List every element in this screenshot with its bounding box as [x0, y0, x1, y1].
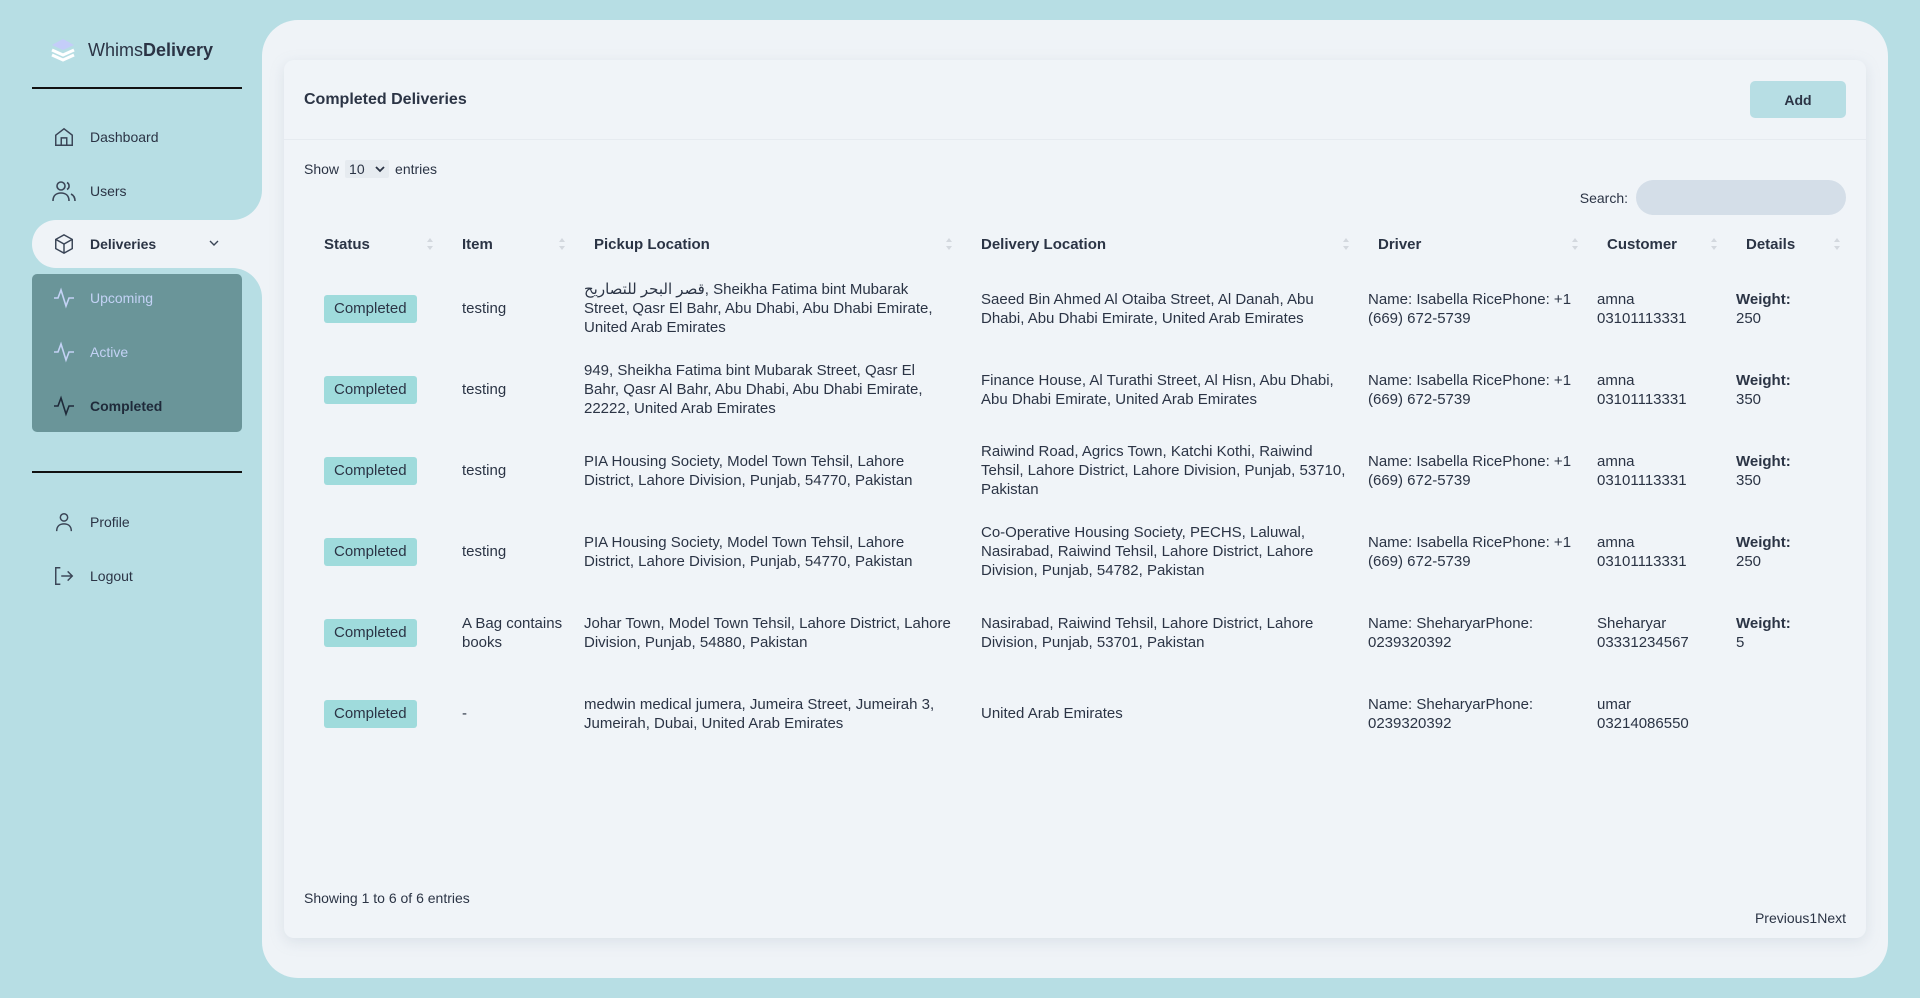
user-icon — [52, 510, 76, 534]
show-label: Show — [304, 161, 340, 177]
page-1-button[interactable]: 1 — [1809, 910, 1818, 926]
pickup-cell: 949, Sheikha Fatima bint Mubarak Street, Qasr El Bahr, Qasr Al Bahr, Abu Dhabi, Abu Dhabi Emirate, 22222, United Arab Emirates — [584, 362, 923, 417]
layers-icon — [50, 38, 76, 62]
card-header — [284, 60, 1866, 140]
driver-cell: Name: Isabella RicePhone: +1 (669) 672-5739 — [1368, 371, 1572, 408]
pickup-cell: Johar Town, Model Town Tehsil, Lahore District, Lahore Division, Punjab, 54880, Pakistan — [584, 614, 951, 651]
column-delivery-location[interactable]: Delivery Location — [961, 220, 1358, 268]
logout-icon — [52, 564, 76, 588]
item-cell: testing — [462, 381, 507, 398]
sidebar-item-label: Logout — [90, 568, 133, 584]
submenu-label: Completed — [90, 398, 163, 414]
submenu-label: Active — [90, 344, 129, 360]
table-row — [304, 673, 1849, 754]
pickup-cell: PIA Housing Society, Model Town Tehsil, Lahore District, Lahore Division, Punjab, 54770, Pakistan — [584, 533, 913, 570]
table-header-row — [304, 220, 1849, 268]
pickup-cell: medwin medical jumera, Jumeira Street, Jumeirah 3, Jumeirah, Dubai, United Arab Emirates — [584, 695, 935, 732]
sort-icon — [426, 237, 434, 251]
driver-cell: Name: SheharyarPhone: 0239320392 — [1368, 614, 1534, 651]
deliveries-submenu — [32, 274, 242, 432]
sidebar-divider — [32, 87, 242, 89]
table-row — [304, 268, 1849, 349]
sort-icon — [1342, 237, 1350, 251]
search-box — [1580, 180, 1846, 215]
table-row — [304, 430, 1849, 511]
activity-icon — [52, 340, 76, 364]
status-badge: Completed — [324, 538, 417, 566]
add-button[interactable]: Add — [1750, 81, 1846, 118]
column-details[interactable]: Details — [1726, 220, 1849, 268]
driver-cell: Name: Isabella RicePhone: +1 (669) 672-5739 — [1368, 452, 1572, 489]
details-cell — [1726, 673, 1849, 754]
brand-name: WhimsDelivery — [88, 39, 214, 60]
delivery-cell: Finance House, Al Turathi Street, Al Hisn, Abu Dhabi, Abu Dhabi Emirate, United Arab Emirates — [981, 371, 1334, 408]
sort-icon — [1833, 237, 1841, 251]
item-cell: testing — [462, 462, 507, 479]
sidebar-item-deliveries[interactable] — [32, 220, 262, 268]
main-panel — [262, 20, 1888, 978]
activity-icon — [52, 394, 76, 418]
submenu-label: Upcoming — [90, 290, 154, 306]
activity-icon — [52, 286, 76, 310]
details-cell: Weight: 250 — [1736, 290, 1791, 327]
entries-length — [304, 160, 437, 178]
sidebar-item-label: Deliveries — [90, 236, 157, 252]
sort-icon — [945, 237, 953, 251]
submenu-item-completed[interactable] — [32, 386, 242, 426]
sort-icon — [1571, 237, 1579, 251]
status-badge: Completed — [324, 700, 417, 728]
pickup-cell: قصر البحر للتصاريح, Sheikha Fatima bint Mubarak Street, Qasr El Bahr, Abu Dhabi, Abu Dhabi Emirate, United Arab Emirates — [584, 281, 933, 336]
item-cell: testing — [462, 543, 507, 560]
users-icon — [52, 179, 76, 203]
column-customer[interactable]: Customer — [1587, 220, 1726, 268]
sidebar-divider — [32, 471, 242, 473]
next-button[interactable]: Next — [1817, 910, 1846, 926]
column-pickup-location[interactable]: Pickup Location — [574, 220, 961, 268]
page-title: Completed Deliveries — [304, 91, 467, 108]
table-row — [304, 349, 1849, 430]
home-icon — [52, 125, 76, 149]
chevron-down-icon — [375, 165, 385, 173]
column-driver[interactable]: Driver — [1358, 220, 1587, 268]
entries-select[interactable] — [345, 160, 389, 178]
item-cell: - — [462, 705, 467, 722]
sidebar-item-dashboard[interactable] — [32, 113, 242, 161]
pagination — [1755, 910, 1846, 926]
column-item[interactable]: Item — [442, 220, 574, 268]
table-info: Showing 1 to 6 of 6 entries — [304, 890, 470, 906]
sidebar — [0, 0, 262, 998]
box-icon — [52, 232, 76, 256]
status-badge: Completed — [324, 295, 417, 323]
status-badge: Completed — [324, 376, 417, 404]
sidebar-item-label: Profile — [90, 514, 130, 530]
submenu-item-active[interactable] — [32, 332, 242, 372]
search-label: Search: — [1579, 189, 1628, 206]
sidebar-item-label: Users — [90, 183, 127, 199]
chevron-down-icon — [208, 237, 220, 249]
table-row — [304, 592, 1849, 673]
customer-cell: amna 03101113331 — [1597, 452, 1687, 489]
sidebar-item-logout[interactable] — [32, 552, 242, 600]
details-cell: Weight: 350 — [1736, 371, 1791, 408]
customer-cell: amna 03101113331 — [1597, 290, 1687, 327]
sidebar-item-profile[interactable] — [32, 498, 242, 546]
customer-cell: amna 03101113331 — [1597, 371, 1687, 408]
details-cell: Weight: 250 — [1736, 533, 1791, 570]
delivery-cell: Co-Operative Housing Society, PECHS, Laluwal, Nasirabad, Raiwind Tehsil, Lahore District, Lahore Division, Punjab, 54782, Pakistan — [981, 524, 1314, 579]
deliveries-card — [284, 60, 1866, 938]
search-input[interactable] — [1636, 180, 1846, 215]
column-status[interactable]: Status — [304, 220, 442, 268]
driver-cell: Name: SheharyarPhone: 0239320392 — [1368, 695, 1534, 732]
customer-cell: amna 03101113331 — [1597, 533, 1687, 570]
details-cell: Weight: 5 — [1736, 614, 1791, 651]
sort-icon — [558, 237, 566, 251]
item-cell: testing — [462, 300, 507, 317]
delivery-cell: United Arab Emirates — [981, 705, 1123, 722]
brand-logo[interactable] — [50, 36, 213, 64]
entries-label: entries — [395, 161, 438, 177]
delivery-cell: Raiwind Road, Agrics Town, Katchi Kothi, Raiwind Tehsil, Lahore District, Lahore Division, Punjab, 53710, Pakistan — [981, 443, 1346, 498]
delivery-cell: Saeed Bin Ahmed Al Otaiba Street, Al Danah, Abu Dhabi, Abu Dhabi Emirate, United Arab Emirates — [981, 290, 1314, 327]
item-cell: A Bag contains books — [462, 614, 563, 651]
status-badge: Completed — [324, 457, 417, 485]
driver-cell: Name: Isabella RicePhone: +1 (669) 672-5739 — [1368, 533, 1572, 570]
details-cell: Weight: 350 — [1736, 452, 1791, 489]
previous-button[interactable]: Previous — [1754, 910, 1810, 926]
entries-value: 10 — [349, 161, 365, 177]
submenu-item-upcoming[interactable] — [32, 278, 242, 318]
delivery-cell: Nasirabad, Raiwind Tehsil, Lahore District, Lahore Division, Punjab, 53701, Pakistan — [981, 614, 1314, 651]
deliveries-table — [304, 220, 1849, 754]
status-badge: Completed — [324, 619, 417, 647]
sidebar-item-label: Dashboard — [90, 129, 159, 145]
pickup-cell: PIA Housing Society, Model Town Tehsil, Lahore District, Lahore Division, Punjab, 54770, Pakistan — [584, 452, 913, 489]
driver-cell: Name: Isabella RicePhone: +1 (669) 672-5739 — [1368, 290, 1572, 327]
sort-icon — [1710, 237, 1718, 251]
table-row — [304, 511, 1849, 592]
customer-cell: Sheharyar 03331234567 — [1597, 614, 1689, 651]
customer-cell: umar 03214086550 — [1597, 695, 1689, 732]
